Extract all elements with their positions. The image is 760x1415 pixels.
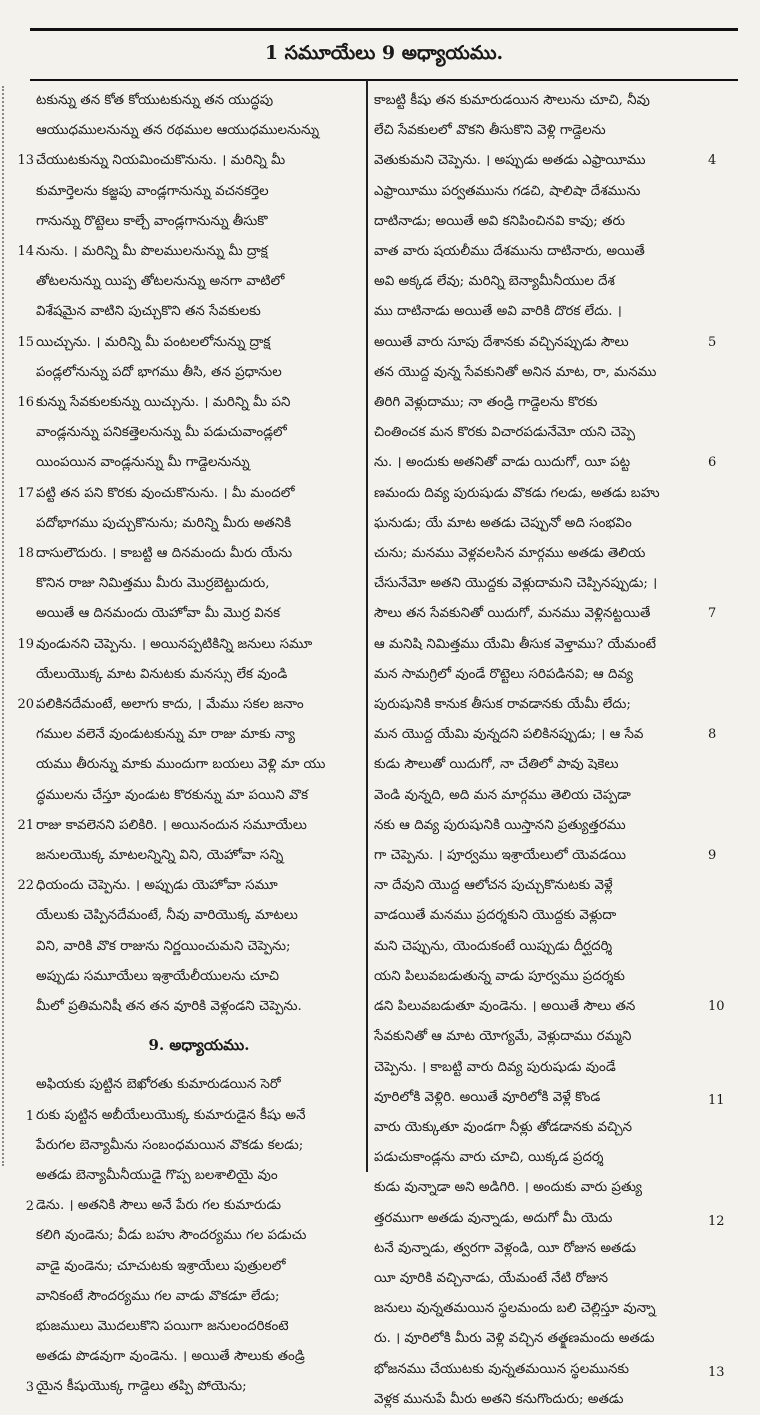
- text-line: డెను. । అతనికి సౌలు అనే పేరు గల కుమారుడు: [36, 1198, 282, 1214]
- text-line: దాసులౌదురు. । కాబట్టి ఆ దినమందు మీరు యేను: [36, 546, 293, 562]
- verse-number: 21: [17, 817, 34, 833]
- verse-number: 12: [708, 1214, 725, 1230]
- verse-number: 17: [17, 485, 34, 501]
- text-line: ఎఫ్రాయీము పర్వతమును గడచి, షాలిషా దేశమును: [374, 183, 641, 199]
- left-text-after: [36, 1070, 362, 1402]
- text-line: చేసునేమో అతని యొద్దకు వెళ్లుదామని చెప్పినప్పుడు; ।: [374, 576, 658, 592]
- text-line: నా దేవుని యొద్ద ఆలోచన పుచ్చుకొనుటకు వెళ్లే: [374, 878, 613, 894]
- text-line: గా చెప్పెను. । పూర్వము ఇశ్రాయేలులో యెవడయి: [374, 848, 626, 864]
- column-divider: [366, 80, 368, 1172]
- verse-number: 8: [708, 727, 717, 743]
- text-line: వానికంటే సౌందర్యము గల వాడు వొకడూ లేడు;: [36, 1288, 280, 1304]
- text-line: మని చెప్పును, యెందుకంటే యిప్పుడు దీర్ఘదర్శి: [374, 938, 613, 954]
- text-line: తిరిగి వెళ్లుదాము; నా తండ్రి గాడ్దెలను కొరకు: [374, 395, 598, 411]
- text-line: టకున్ను తన కోత కోయుటకున్ను తన యుద్ధపు: [36, 93, 274, 108]
- text-line: యేలుకు చెప్పినదేమంటే, నీవు వారియొక్క మాటలు: [36, 908, 298, 924]
- text-line: వాడయితే మనము ప్రదర్శకుని యొద్దకు వెళ్లుదా: [374, 908, 617, 924]
- text-line: వాడై వుండెను; చూచుటకు ఇశ్రాయేలు పుత్రులలో: [36, 1258, 286, 1274]
- text-line: ద్ధములను చేస్తూ వుండుట కొరకున్ను మా పయిని వొక: [36, 787, 309, 803]
- text-line: అఫియకు పుట్టిన బెఖోరతు కుమారుడయిన సెరో: [36, 1077, 281, 1093]
- text-line: యిచ్చును. । మరిన్ని మీ పంటలలోనున్ను ద్రాక్ష: [36, 334, 271, 350]
- verse-number: 13: [708, 1365, 725, 1381]
- text-line: కుడు వున్నాడా అని అడిగిరి. । అందుకు వారు ప్రత్యు: [374, 1180, 642, 1196]
- text-line: టనే వున్నాడు, త్వరగా వెళ్లండి, యీ రోజున అతడు: [374, 1240, 637, 1256]
- text-line: ణమందు దివ్య పురుషుడు వొకడు గలడు, అతడు బహు: [374, 485, 660, 501]
- text-line: ఆయుధములనున్ను తన రథముల ఆయుధములనున్ను: [36, 123, 320, 139]
- text-line: వాండ్లనున్ను పనికత్తెలనున్ను మీ పడుచువాండ్లలో: [36, 425, 287, 441]
- verse-number: 16: [17, 395, 34, 410]
- text-line: అవి అక్కడ లేవు; మరిన్ని బెన్యామీనీయుల దేశ: [374, 274, 615, 290]
- text-line: పండ్లలోనున్ను పదో భాగము తీసి, తన ప్రధానుల: [36, 364, 282, 380]
- text-line: డని పిలువబడుతూ వుండెను. । అయితే సౌలు తన: [374, 999, 636, 1015]
- right-text: [374, 86, 706, 1415]
- text-line: కుడు సౌలుతో యిదుగో, నా చేతిలో పావు షెకెలు: [374, 757, 619, 773]
- verse-number: 6: [708, 455, 717, 471]
- text-line: రు. । వూరిలోకి మీరు వెళ్లి వచ్చిన తత్క్షణమందు అతడు: [374, 1331, 655, 1347]
- text-line: పురుషునికి కానుక తీసుక రావడానకు యేమీ లేదు;: [374, 697, 631, 713]
- left-text-before: [36, 86, 362, 1022]
- text-line: చింతించక మన కొరకు విచారపడునేమో యని చెప్పె: [374, 425, 636, 441]
- text-line: విశేషమైన వాటిని పుచ్చుకొని తన సేవకులకు: [36, 304, 261, 320]
- text-line: వారు యెక్కుతూ వుండగా నీళ్లు తోడడానకు వచ్చిన: [374, 1119, 633, 1135]
- text-line: నును. । మరిన్ని మీ పొలములనున్ను మీ ద్రాక్ష: [36, 244, 268, 260]
- text-line: గానున్ను రొట్టెలు కాల్చే వాండ్లగానున్ను తీసుకొ: [36, 213, 268, 229]
- text-line: యము తీరున్ను మాకు ముందుగా బయలు వెళ్లి మా యు: [36, 757, 326, 773]
- text-line: సౌలు తన సేవకునితో యిదుగో, మనము వెళ్లినట్టయితే: [374, 606, 651, 622]
- text-line: అయితే వారు సూపు దేశానకు వచ్చినప్పుడు సౌలు: [374, 334, 629, 350]
- verse-number: 9: [708, 848, 717, 863]
- text-line: రాజు కావలెనని పలికిరి. । అయినందున సమూయేలు: [36, 817, 307, 833]
- verse-number: 19: [17, 636, 34, 652]
- text-line: వెండి వున్నది, అది మన మార్గము తెలియ చెప్పడా: [374, 787, 631, 803]
- text-line: వాత వారు షయలీము దేశమును దాటినారు, అయితే: [374, 244, 645, 260]
- text-line: జనులు వున్నతమయిన స్థలమందు బలి చెల్లిస్తూ వున్నా: [374, 1301, 656, 1317]
- text-line: యేలుయొక్క మాట వినుటకు మనస్సు లేక వుండి: [36, 666, 288, 682]
- chapter-heading: 9. అధ్యాయము.: [148, 1036, 250, 1055]
- text-line: తోటలనున్ను యిప్ప తోటలనున్ను అనగా వాటిలో: [36, 274, 285, 290]
- text-line: కాబట్టి కీషు తన కుమారుడయిన సౌలును చూచి, నీవు: [374, 93, 650, 108]
- verse-number: 15: [17, 334, 34, 350]
- text-line: లేచి సేవకులలో వొకని తీసుకొని వెళ్లి గాడ్దెలను: [374, 123, 606, 139]
- text-line: పట్టి తన పని కొరకు వుంచుకొనును. । మీ మందలో: [36, 485, 295, 501]
- text-line: మన సామగ్రిలో వుండే రొట్టెలు సరిపడినవి; ఆ దివ్య: [374, 666, 633, 682]
- text-line: సేవకునితో ఆ మాట యోగ్యమే, వెళ్లుదాము రమ్మని: [374, 1029, 632, 1045]
- text-line: పలికినదేమంటే, అలాగు కాదు, । మేము సకల జనాం: [36, 697, 304, 713]
- text-line: పడుచుకాండ్లను వారు చూచి, యిక్కడ ప్రదర్శ: [374, 1150, 604, 1166]
- text-line: కుమార్తెలను కజ్జపు వాండ్లగానున్ను వచనకర్తెల: [36, 183, 269, 199]
- text-line: గముల వలెనే వుండుటకున్ను మా రాజు మాకు న్యా: [36, 727, 295, 743]
- text-line: త్తరముగా అతడు వున్నాడు, అదుగో మీ యెదు: [374, 1210, 613, 1226]
- text-line: అతడు బెన్యామీనీయుడై గొప్ప బలశాలియై వుం: [36, 1167, 278, 1183]
- text-line: ఆ మనిషి నిమిత్తము యేమి తీసుక వెళ్తాము? యేమంటే: [374, 636, 656, 652]
- text-line: అప్పుడు సమూయేలు ఇశ్రాయేలీయులను చూచి: [36, 968, 280, 984]
- text-line: రుకు పుట్టిన అబీయేలుయొక్క కుమారుడైన కీషు అనే: [36, 1107, 306, 1123]
- verse-number: 22: [17, 878, 34, 894]
- verse-number: 5: [708, 334, 717, 350]
- verse-number: 11: [708, 1093, 725, 1109]
- verse-number: 1: [25, 1108, 34, 1124]
- text-line: నకు ఆ దివ్య పురుషునికి యిస్తానని ప్రత్యుత్తరము: [374, 817, 626, 833]
- verse-number: 3: [25, 1380, 34, 1396]
- verse-number: 10: [708, 999, 725, 1014]
- page-title: 1 సమూయేలు 9 అధ్యాయము.: [264, 41, 504, 64]
- text-line: ను. । అందుకు అతనితో వాడు యిదుగో, యీ పట్ట: [374, 455, 631, 471]
- text-line: యీ వూరికి వచ్చినాడు, యేమంటే నేటి రోజున: [374, 1270, 609, 1286]
- text-line: యని పిలువబడుతున్న వాడు పూర్వము ప్రదర్శకు: [374, 968, 625, 984]
- text-line: భోజనము చేయుటకు వున్నతమయిన స్థలమునకు: [374, 1361, 630, 1377]
- text-line: మన యొద్ద యేమి వున్నదని పలికినప్పుడు; । ఆ సేవ: [374, 727, 644, 743]
- verse-number: 4: [708, 153, 717, 169]
- left-column: [36, 86, 362, 1395]
- text-line: వుండునని చెప్పెను. । అయినప్పటికిన్ని జనులు సమూ: [36, 636, 313, 652]
- text-line: కొనిన రాజు నిమిత్తము మీరు మొర్రబెట్టుదురు,: [36, 576, 270, 592]
- text-line: చును; మనము వెళ్లవలసిన మార్గము అతడు తెలియ: [374, 546, 646, 562]
- text-line: యింపయిన వాండ్లనున్ను మీ గాడ్దెలనున్ను: [36, 455, 250, 471]
- text-line: వూరిలోకి వెళ్లిరి. అయితే వూరిలోకి వెళ్లే కొండ: [374, 1089, 601, 1105]
- text-line: ము దాటినాడు అయితే అవి వారికి దొరక లేదు. ।: [374, 304, 622, 320]
- verse-number: 2: [25, 1199, 34, 1215]
- text-line: యైన కీషుయొక్క గాడ్దెలు తప్పి పోయెను;: [36, 1379, 247, 1395]
- text-line: చెప్పెను. । కాబట్టి వారు దివ్య పురుషుడు వుండే: [374, 1059, 616, 1075]
- text-line: కలిగి వుండెను; వీడు బహు సౌందర్యము గల పడుచు: [36, 1228, 307, 1244]
- text-line: అయితే ఆ దినమందు యెహోవా మీ మొర్ర వినక: [36, 606, 281, 622]
- text-line: వెతుకుమని చెప్పెను. । అప్పుడు అతడు ఎఫ్రాయీము: [374, 153, 646, 169]
- text-line: దాటినాడు; అయితే అవి కనిపించినవి కావు; తరు: [374, 213, 626, 229]
- text-line: ధియందు చెప్పెను. । అప్పుడు యెహోవా సమూ: [36, 878, 278, 894]
- text-line: అతడు పొడవుగా వుండెను. । అయితే సౌలుకు తండ్రి: [36, 1349, 305, 1365]
- text-line: భుజములు మొదలుకొని పయిగా జనులందరికంటె: [36, 1318, 289, 1334]
- text-line: జనులయొక్క మాటలన్నిన్ని విని, యెహోవా సన్ని: [36, 848, 284, 864]
- text-line: మీలో ప్రతిమనిషీ తన తన వూరికి వెళ్లండని చెప్పెను.: [36, 999, 302, 1015]
- verse-number: 20: [17, 697, 34, 712]
- page-header: [30, 28, 738, 81]
- verse-number: 18: [17, 546, 34, 561]
- text-line: చేయుటకున్ను నియమించుకొనును. । మరిన్ని మీ: [36, 153, 286, 169]
- verse-number: 7: [708, 606, 717, 622]
- verse-number: 13: [17, 153, 34, 169]
- text-line: ఘనుడు; యే మాట అతడు చెప్పునో అది సంభవిం: [374, 515, 632, 531]
- text-line: కున్ను సేవకులకున్ను యిచ్చును. । మరిన్ని మీ పని: [36, 395, 291, 411]
- verse-number: 14: [17, 244, 34, 259]
- text-line: పేరుగల బెన్యామీను సంబంధమయిన వొకడు కలడు;: [36, 1137, 304, 1153]
- text-line: వెళ్లక మునుపే మీరు అతని కనుగొందురు; అతడు: [374, 1391, 624, 1407]
- right-column: [374, 86, 706, 1407]
- text-line: తన యొద్ద వున్న సేవకునితో అనిన మాట, రా, మనము: [374, 364, 657, 380]
- text-line: పదోభాగము పుచ్చుకొనును; మరిన్ని మీరు అతనికి: [36, 515, 292, 531]
- text-line: విని, వారికి వొక రాజును నిర్ణయించుమని చెప్పెను;: [36, 938, 291, 954]
